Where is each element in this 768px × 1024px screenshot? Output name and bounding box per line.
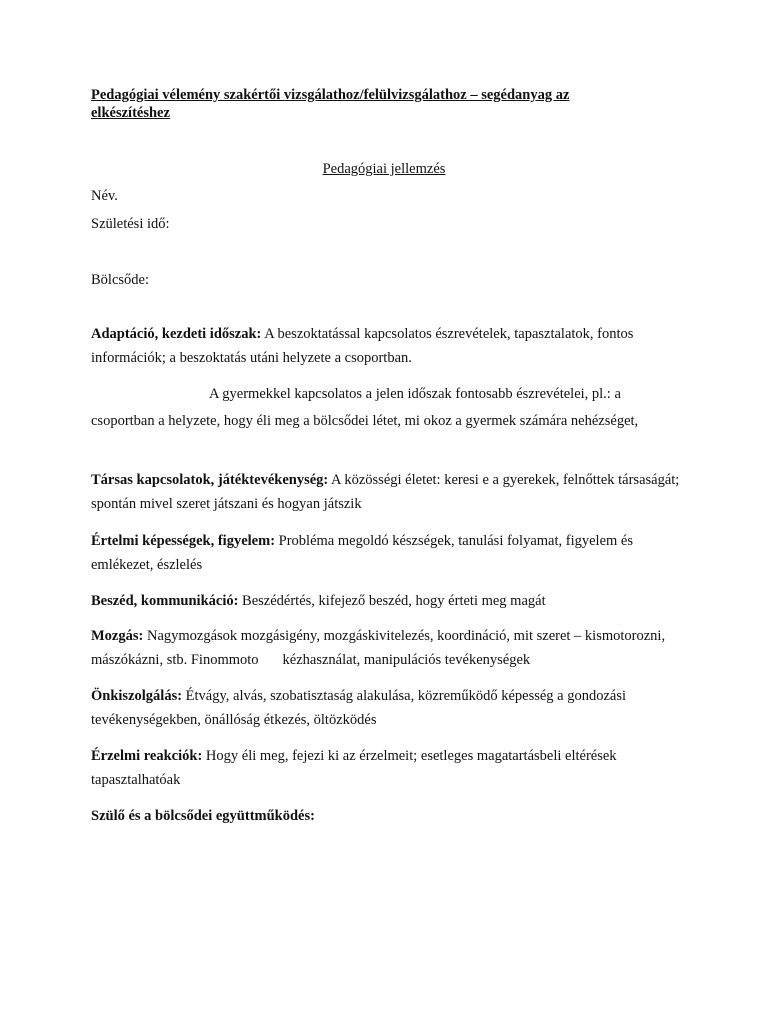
section-cognitive-text: Probléma megoldó készségek, tanulási folyamat, figyelem és emlékezet, észlelés	[91, 533, 633, 573]
current-period-line-2: csoportban a helyzete, hogy éli meg a bölcsődei létet, mi okoz a gyermek számára nehézséget,	[91, 413, 639, 429]
section-movement-text-a: Nagymozgások mozgásigény, mozgáskivitelezés, koordináció, mit szeret – kismotorozni, mászókázni, stb. Finommoto	[91, 628, 666, 668]
section-movement	[91, 624, 691, 672]
section-emotional	[91, 744, 691, 792]
section-adaptation-label: Adaptáció, kezdeti időszak:	[91, 326, 262, 342]
section-speech-text: Beszédértés, kifejező beszéd, hogy érteti meg magát	[238, 593, 546, 609]
document-subtitle: Pedagógiai jellemzés	[322, 161, 446, 177]
section-cognitive-label: Értelmi képességek, figyelem:	[91, 533, 276, 549]
section-social-text: A közösségi életet: keresi e a gyerekek, felnőttek társaságát; spontán mivel szeret játszani és hogyan játszik	[91, 472, 680, 512]
section-speech-label: Beszéd, kommunikáció:	[91, 593, 239, 609]
section-speech	[91, 589, 691, 613]
field-birth-date: Születési idő:	[91, 216, 170, 232]
section-parent	[91, 804, 691, 828]
section-parent-label: Szülő és a bölcsődei együttműködés:	[91, 808, 315, 824]
document-heading: Pedagógiai vélemény szakértői vizsgálathoz/felülvizsgálathoz – segédanyag az elkészítéshez	[91, 87, 570, 121]
section-adaptation	[91, 322, 691, 370]
field-nursery: Bölcsőde:	[91, 272, 149, 288]
section-social	[91, 468, 691, 516]
section-social-label: Társas kapcsolatok, játéktevékenység:	[91, 472, 329, 488]
section-self-care-label: Önkiszolgálás:	[91, 688, 183, 704]
current-period-line-1: A gyermekkel kapcsolatos a jelen időszak fontosabb észrevételei, pl.: a	[209, 386, 621, 402]
section-emotional-text: Hogy éli meg, fejezi ki az érzelmeit; esetleges magatartásbeli eltérések tapasztalhatóak	[91, 748, 617, 788]
section-cognitive	[91, 529, 691, 577]
section-self-care-text: Étvágy, alvás, szobatisztaság alakulása, közreműködő képesség a gondozási tevékenységekben, önállóság étkezés, öltözködés	[91, 688, 627, 728]
section-adaptation-text: A beszoktatással kapcsolatos észrevételek, tapasztalatok, fontos információk; a beszoktatás utáni helyzete a csoportban.	[91, 326, 634, 366]
section-movement-label: Mozgás:	[91, 628, 144, 644]
section-emotional-label: Érzelmi reakciók:	[91, 748, 203, 764]
section-self-care	[91, 684, 691, 732]
section-movement-text-b: kézhasználat, manipulációs tevékenységek	[282, 652, 531, 668]
field-name: Név.	[91, 188, 118, 204]
